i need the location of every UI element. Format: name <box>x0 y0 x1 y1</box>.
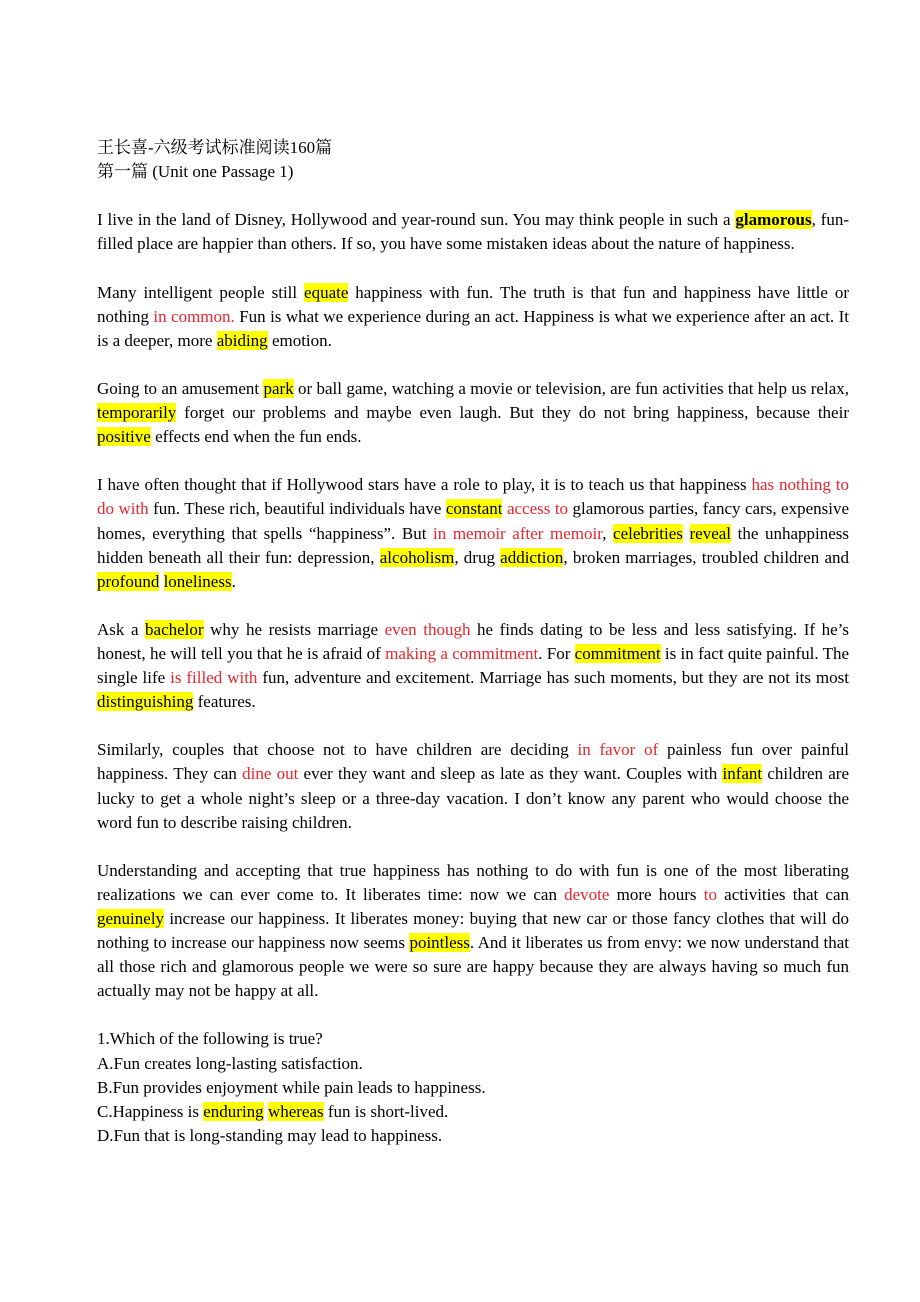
key-phrase: access to <box>506 499 569 519</box>
text-run: glamorous parties, fancy cars, expensive homes, everything that spells “happiness”. But <box>97 499 850 543</box>
key-phrase: devote <box>564 884 610 904</box>
text-run: or ball game, watching a movie or television, are fun activities that help us relax, <box>293 378 849 398</box>
text-run: emotion. <box>267 330 332 350</box>
key-phrase: has nothing to do with <box>97 475 849 519</box>
text-run: Understanding and accepting that true happiness has nothing to do with fun is one of the most liberating realizations we can ever come to. It liberates time: now we can <box>97 860 849 904</box>
paragraph <box>97 377 849 449</box>
text-run: effects end when the fun ends. <box>150 427 362 447</box>
highlighted-vocab: celebrities <box>613 523 683 543</box>
key-phrase: in common. <box>153 306 235 326</box>
highlighted-vocab: loneliness <box>163 571 232 591</box>
text-run: happiness with fun. The truth is that fun and happiness have little or nothing <box>97 282 850 326</box>
text-run: . For <box>538 643 575 663</box>
highlighted-vocab: alcoholism <box>379 547 455 567</box>
paragraph <box>97 473 849 593</box>
highlighted-vocab: infant <box>722 764 763 784</box>
highlighted-vocab: pointless <box>409 933 470 953</box>
highlighted-vocab: bachelor <box>145 619 204 639</box>
key-phrase: is filled with <box>170 668 258 688</box>
passage-subtitle: 第一篇 (Unit one Passage 1) <box>97 162 294 182</box>
highlighted-vocab: glamorous <box>735 210 812 230</box>
highlighted-vocab: addiction <box>500 547 564 567</box>
highlighted-vocab: reveal <box>689 523 732 543</box>
answer-option-b <box>97 1076 849 1100</box>
highlighted-vocab: park <box>263 378 294 398</box>
text-run: B.Fun provides enjoyment while pain leads to happiness. <box>97 1077 486 1097</box>
text-run: fun is short-lived. <box>323 1101 449 1121</box>
key-phrase: in favor of <box>577 740 659 760</box>
text-run: , drug <box>454 547 501 567</box>
text-run: , broken marriages, troubled children and <box>563 547 849 567</box>
key-phrase: to <box>703 884 717 904</box>
highlighted-vocab: constant <box>445 499 503 519</box>
text-run: activities that can <box>716 884 849 904</box>
text-run: . And it liberates us from envy: we now understand that all those rich and glamorous people we were so sure are happy because they are always having so much fun actually may not be happy at all. <box>97 933 849 1001</box>
answer-option-a <box>97 1052 849 1076</box>
key-phrase: even though <box>384 619 471 639</box>
paragraph <box>97 281 849 353</box>
text-run: is in fact quite painful. The single life <box>97 643 850 688</box>
text-run: fun. These rich, beautiful individuals have <box>148 499 446 519</box>
paragraph <box>97 208 849 256</box>
key-phrase: dine out <box>242 764 299 784</box>
text-run: D.Fun that is long-standing may lead to happiness. <box>97 1125 443 1145</box>
highlighted-vocab: abiding <box>216 330 268 350</box>
text-run: , <box>602 523 614 543</box>
text-run: Similarly, couples that choose not to have children are deciding <box>97 740 578 760</box>
text-run: features. <box>193 692 256 712</box>
text-run: forget our problems and maybe even laugh. But they do not bring happiness, because their <box>176 403 849 423</box>
highlighted-vocab: temporarily <box>97 403 177 423</box>
highlighted-vocab: enduring <box>203 1101 264 1121</box>
highlighted-vocab: positive <box>97 427 151 447</box>
text-run: Ask a <box>97 619 146 639</box>
text-run: C.Happiness is <box>97 1101 204 1121</box>
text-run: the unhappiness hidden beneath all their fun: depression, <box>97 523 850 567</box>
text-run: fun, adventure and excitement. Marriage has such moments, but they are not its most <box>257 668 849 688</box>
paragraph <box>97 618 849 714</box>
text-run <box>683 524 690 543</box>
text-run: painless fun over painful happiness. They can <box>97 740 849 784</box>
text-run: he finds dating to be less and less satisfying. If he’s honest, he will tell you that he is afraid of <box>97 619 849 663</box>
text-run: children are lucky to get a whole night’s sleep or a three-day vacation. I don’t know any parent who would choose the word fun to describe raising children. <box>97 764 849 832</box>
highlighted-vocab: whereas <box>267 1101 324 1121</box>
highlighted-vocab: commitment <box>574 643 661 663</box>
text-run: , fun-filled place are happier than others. If so, you have some mistaken ideas about the nature of happiness. <box>97 210 849 254</box>
text-run: why he resists marriage <box>203 619 385 639</box>
paragraph <box>97 738 849 834</box>
key-phrase: in memoir after memoir <box>433 523 603 543</box>
text-run: . <box>231 571 236 591</box>
answer-option-d <box>97 1124 849 1148</box>
key-phrase: making a commitment <box>385 643 539 663</box>
question-block <box>97 1027 849 1147</box>
text-run: more hours <box>609 884 704 904</box>
paragraph <box>97 859 849 1004</box>
text-run: A.Fun creates long-lasting satisfaction. <box>97 1053 363 1073</box>
text-run: increase our happiness. It liberates money: buying that new car or those fancy clothes that will do nothing to increase our happiness now seems <box>97 909 849 953</box>
highlighted-vocab: genuinely <box>97 909 165 928</box>
answer-option-c <box>97 1100 849 1124</box>
text-run: Going to an amusement <box>97 378 264 398</box>
text-run: ever they want and sleep as late as they want. Couples with <box>298 764 723 784</box>
text-run: Many intelligent people still <box>97 282 305 302</box>
highlighted-vocab: distinguishing <box>97 692 194 712</box>
document-page <box>97 136 849 1148</box>
text-run <box>159 572 163 591</box>
question-stem: 1.Which of the following is true? <box>97 1029 323 1049</box>
passage-body <box>97 208 849 1003</box>
text-run: I have often thought that if Hollywood stars have a role to play, it is to teach us that happiness <box>97 475 752 495</box>
text-run: I live in the land of Disney, Hollywood and year-round sun. You may think people in such a <box>97 210 736 230</box>
highlighted-vocab: equate <box>304 282 349 302</box>
text-run: Fun is what we experience during an act. Happiness is what we experience after an act. It is a deeper, more <box>97 306 849 350</box>
document-title: 王长喜-六级考试标准阅读160篇 <box>97 138 333 157</box>
highlighted-vocab: profound <box>97 571 160 591</box>
